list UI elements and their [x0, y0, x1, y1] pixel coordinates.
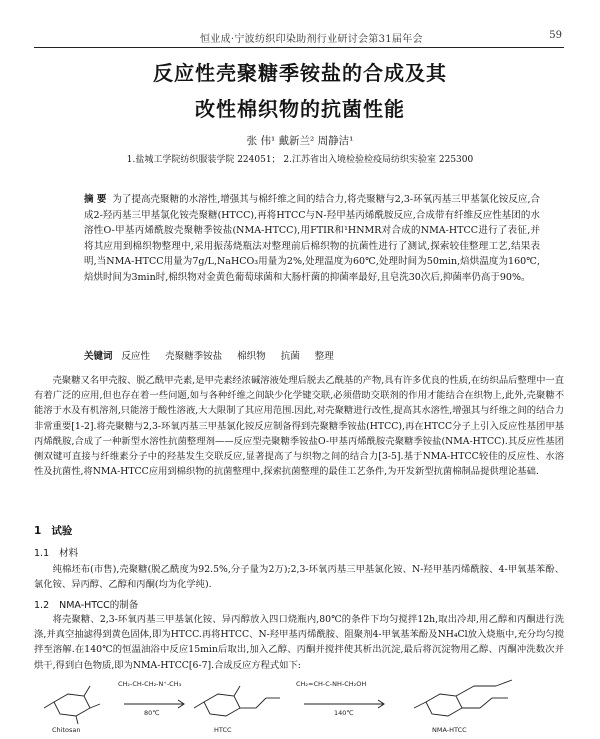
author-list: 张 伟¹ 戴新兰² 周静洁¹	[246, 135, 354, 147]
chitosan-structure	[44, 686, 100, 724]
condition-2: 140℃	[334, 709, 354, 717]
keyword: 整理	[314, 351, 334, 362]
paper-title-line-1: 反应性壳聚糖季铵盐的合成及其	[153, 61, 447, 85]
nma-htcc-label: NMA-HTCC	[432, 726, 467, 734]
abstract-text: 为了提高壳聚糖的水溶性,增强其与棉纤维之间的结合力,将壳聚糖与2,3-环氧丙基三甲基氯化铵反应,合成2-羟丙基三甲基氯化铵壳聚糖(HTCC),再将HTCC与N-羟甲基丙烯酰胺反应,合成带有纤维反应性基团的水溶性O-甲基丙烯酰胺壳聚糖季铵盐(NMA-HTCC),用FTIR和¹HNMR对合成的NMA-HTCC进行了表征,并将其应用到棉织物整理中,采用振荡烧瓶法对整理前后棉织物的抗菌性进行了测试,探索较佳整理工艺,结果表明,当NMA-HTCC用量为7g/L,NaHCO₃用量为2%,处理温度为60℃,处理时间为50min,焙烘温度为160℃,焙烘时间为3min时,棉织物对金黄色葡萄球菌和大肠杆菌的抑菌率最好,且皂洗30次后,抑菌率仍高于90%。	[84, 194, 540, 283]
keyword: 反应性	[121, 351, 151, 362]
running-header	[34, 29, 564, 48]
introduction-paragraph: 壳聚糖又名甲壳胺、脱乙酰甲壳素,是甲壳素经浓碱溶液处理后脱去乙酰基的产物,具有许多优良的性质,在纺织品后整理中一直有着广泛的应用,但也存在着一些问题,如与各种纤维之间缺少化学键交联,必须借助交联剂的作用才能结合在织物上,此外,壳聚糖不能溶于水及有机溶剂,只能溶于酸性溶液,大大限制了其应用范围.因此,对壳聚糖进行改性,提高其水溶性,增强其与纤维之间的结合力非常重要[1-2].将壳聚糖与2,3-环氧丙基三甲基氯化铵反应制备得到壳聚糖季铵盐(HTCC),再在HTCC分子上引入反应性基团甲基丙烯酰胺,合成了一种新型水溶性抗菌整理剂——反应型壳聚糖季铵盐O-甲基丙烯酰胺壳聚糖季铵盐(NMA-HTCC).其反应性基团侧双键可直接与纤维素分子中的羟基发生交联反应,显著提高了与织物之间的结合力[3-5].基于NMA-HTCC较佳的反应性、水溶性及抗菌性,将NMA-HTCC应用到棉织物的抗菌整理中,探索抗菌整理的最佳工艺条件,为开发新型抗菌棉制品提供理论基础.	[34, 375, 564, 478]
subsection-title: NMA-HTCC的制备	[59, 600, 139, 611]
section-number: 1	[34, 525, 42, 537]
preparation-paragraph: 将壳聚糖、2,3-环氧丙基三甲基氯化铵、异丙醇放入四口烧瓶内,80℃的条件下均匀搅拌12h,取出冷却,用乙醇和丙酮进行洗涤,并真空抽滤得到黄色固体,即为HTCC.再将HTCC、N-羟甲基丙烯酰胺、阻聚剂4-甲氧基苯酚及NH₄Cl放入烧瓶中,充分均匀搅拌至溶解.在140℃的恒温油浴中反应15min后取出,加入乙醇、丙酮并搅拌使其析出沉淀,最后将沉淀物用乙醇、丙酮冲洗数次并烘干,得到白色物质,即为NMA-HTCC[6-7].合成反应方程式如下:	[34, 614, 564, 671]
page-number: 59	[549, 30, 562, 41]
keyword: 壳聚糖季铵盐	[165, 351, 223, 362]
subsection-heading-materials	[34, 545, 78, 559]
subsection-title: 材料	[59, 548, 79, 559]
keyword: 抗菌	[280, 351, 300, 362]
paper-title-line-2: 改性棉织物的抗菌性能	[195, 97, 405, 121]
abstract-label: 摘 要	[84, 194, 107, 205]
nma-htcc-structure	[414, 680, 512, 716]
section-heading	[34, 523, 72, 538]
reagent-2: CH₂=CH-C-NH-CH₂OH	[296, 680, 367, 688]
reaction-scheme	[34, 672, 564, 734]
keyword: 棉织物	[237, 351, 266, 362]
htcc-label: HTCC	[214, 726, 232, 734]
reaction-arrow	[124, 700, 184, 708]
reaction-arrow	[304, 700, 384, 708]
keywords	[84, 348, 540, 362]
materials-paragraph: 纯棉坯布(市售),壳聚糖(脱乙酰度为92.5%,分子量为2万);2,3-环氧丙基三甲基氯化铵、N-羟甲基丙烯酰胺、4-甲氧基苯酚、氯化铵、异丙醇、乙醇和丙酮(均为化学纯).	[34, 564, 564, 591]
subsection-number: 1.1	[34, 548, 50, 559]
subsection-heading-preparation	[34, 597, 138, 611]
chitosan-label: Chitosan	[52, 726, 81, 734]
conference-name: 恒业成·宁波纺织印染助剂行业研讨会第31届年会	[200, 34, 423, 45]
affiliation: 1.盐城工学院纺织服装学院 224051； 2.江苏省出入境检验检疫局纺织实验室 225300	[126, 155, 474, 165]
keywords-label: 关键词	[84, 351, 113, 362]
reagent-1: CH₂-CH-CH₂-N⁺-CH₃	[118, 680, 182, 688]
subsection-number: 1.2	[34, 600, 50, 611]
condition-1: 80℃	[144, 709, 160, 717]
reaction-scheme-figure	[34, 672, 564, 734]
section-title: 试验	[51, 525, 73, 537]
htcc-structure	[194, 686, 280, 716]
abstract	[84, 192, 540, 286]
